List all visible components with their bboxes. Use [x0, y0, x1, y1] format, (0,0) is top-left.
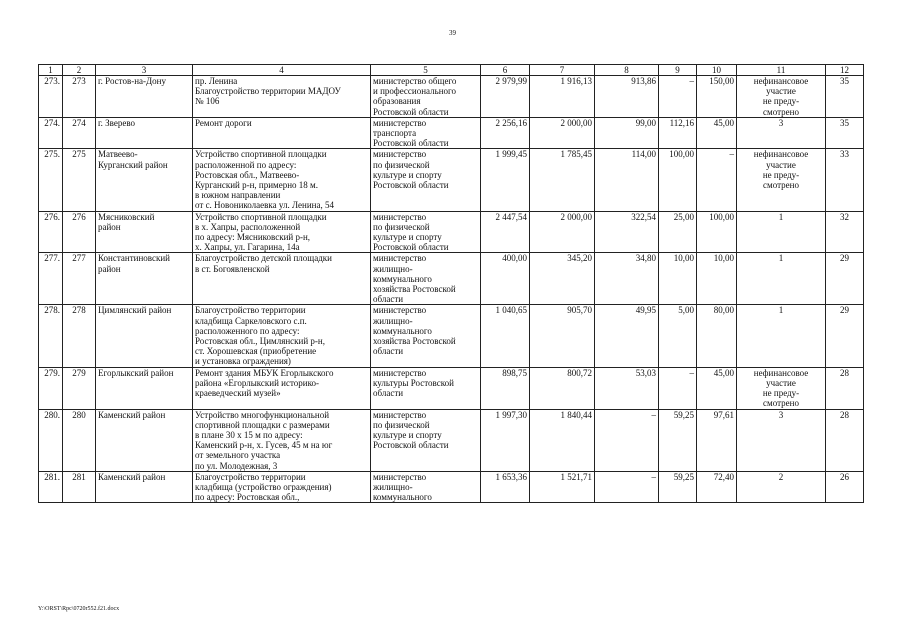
object-id: 277 — [63, 253, 96, 305]
responsible-ministry: министерство общего и профессионального образования Ростовской области — [371, 76, 481, 118]
value-col-9: – — [659, 76, 697, 118]
local-budget: 99,00 — [595, 117, 659, 149]
local-budget: 34,80 — [595, 253, 659, 305]
header-row — [39, 65, 864, 76]
table-row — [39, 76, 864, 118]
participation: нефинансовое участие не преду- смотрено — [737, 149, 826, 211]
data-table — [38, 64, 864, 503]
regional-budget: 1 521,71 — [530, 471, 595, 503]
participation: 1 — [737, 211, 826, 253]
total-amount: 1 040,65 — [481, 305, 530, 367]
responsible-ministry: министерство по физической культуре и спорту Ростовской области — [371, 149, 481, 211]
responsible-ministry: министерство жилищно- коммунального хозяйства Ростовской области — [371, 305, 481, 367]
total-amount: 1 999,45 — [481, 149, 530, 211]
value-col-9: 59,25 — [659, 471, 697, 503]
value-col-10: 10,00 — [697, 253, 737, 305]
object-id: 273 — [63, 76, 96, 118]
column-header: 5 — [371, 65, 481, 76]
table-row — [39, 149, 864, 211]
table-row — [39, 409, 864, 471]
row-number: 276. — [39, 211, 63, 253]
responsible-ministry: министерство культуры Ростовской области — [371, 367, 481, 409]
value-col-10: 45,00 — [697, 117, 737, 149]
object-description: Ремонт дороги — [193, 117, 371, 149]
column-header: 12 — [826, 65, 864, 76]
row-number: 273. — [39, 76, 63, 118]
row-number: 278. — [39, 305, 63, 367]
score: 35 — [826, 117, 864, 149]
total-amount: 898,75 — [481, 367, 530, 409]
column-header: 4 — [193, 65, 371, 76]
table-row — [39, 367, 864, 409]
row-number: 275. — [39, 149, 63, 211]
total-amount: 2 447,54 — [481, 211, 530, 253]
municipality: г. Ростов-на-Дону — [96, 76, 193, 118]
score: 28 — [826, 367, 864, 409]
local-budget: – — [595, 409, 659, 471]
object-id: 280 — [63, 409, 96, 471]
value-col-9: – — [659, 367, 697, 409]
column-header: 10 — [697, 65, 737, 76]
object-id: 279 — [63, 367, 96, 409]
object-description: Благоустройство территории кладбища Саркеловского с.п. расположенного по адресу: Ростовская обл., Цимлянский р-н, ст. Хорошевская (приобретение и установка ограждения) — [193, 305, 371, 367]
table-row — [39, 211, 864, 253]
score: 29 — [826, 253, 864, 305]
object-description: Устройство спортивной площадки в х. Хапры, расположенной по адресу: Мясниковский р-н, х. Хапры, ул. Гагарина, 14а — [193, 211, 371, 253]
participation: 1 — [737, 305, 826, 367]
regional-budget: 2 000,00 — [530, 211, 595, 253]
table-row — [39, 253, 864, 305]
local-budget: 49,95 — [595, 305, 659, 367]
local-budget: – — [595, 471, 659, 503]
object-id: 278 — [63, 305, 96, 367]
municipality: Мясниковский район — [96, 211, 193, 253]
column-header: 11 — [737, 65, 826, 76]
local-budget: 913,86 — [595, 76, 659, 118]
participation: нефинансовое участие не преду- смотрено — [737, 367, 826, 409]
table-row — [39, 117, 864, 149]
local-budget: 53,03 — [595, 367, 659, 409]
object-description: Ремонт здания МБУК Егорлыкского района «Егорлыкский историко- краеведческий музей» — [193, 367, 371, 409]
row-number: 274. — [39, 117, 63, 149]
score: 33 — [826, 149, 864, 211]
table-row — [39, 471, 864, 503]
score: 32 — [826, 211, 864, 253]
value-col-10: – — [697, 149, 737, 211]
row-number: 279. — [39, 367, 63, 409]
responsible-ministry: министерство по физической культуре и спорту Ростовской области — [371, 211, 481, 253]
value-col-10: 45,00 — [697, 367, 737, 409]
object-id: 276 — [63, 211, 96, 253]
participation: 1 — [737, 253, 826, 305]
participation: нефинансовое участие не преду- смотрено — [737, 76, 826, 118]
value-col-10: 97,61 — [697, 409, 737, 471]
participation: 3 — [737, 117, 826, 149]
regional-budget: 800,72 — [530, 367, 595, 409]
regional-budget: 1 785,45 — [530, 149, 595, 211]
municipality: Константиновский район — [96, 253, 193, 305]
responsible-ministry: министерство жилищно- коммунального — [371, 471, 481, 503]
score: 26 — [826, 471, 864, 503]
municipality: Матвеево- Курганский район — [96, 149, 193, 211]
value-col-10: 72,40 — [697, 471, 737, 503]
value-col-9: 10,00 — [659, 253, 697, 305]
municipality: Егорлыкский район — [96, 367, 193, 409]
total-amount: 2 256,16 — [481, 117, 530, 149]
object-id: 275 — [63, 149, 96, 211]
participation: 2 — [737, 471, 826, 503]
column-header: 7 — [530, 65, 595, 76]
regional-budget: 1 916,13 — [530, 76, 595, 118]
object-description: Благоустройство территории кладбища (устройство ограждения) по адресу: Ростовская обл., — [193, 471, 371, 503]
object-description: Устройство многофункциональной спортивной площадки с размерами в плане 30 х 15 м по адресу: Каменский р-н, х. Гусев, 45 м на юг от земельного участка по ул. Молодежная, 3 — [193, 409, 371, 471]
regional-budget: 2 000,00 — [530, 117, 595, 149]
object-description: пр. Ленина Благоустройство территории МАДОУ № 106 — [193, 76, 371, 118]
value-col-9: 112,16 — [659, 117, 697, 149]
column-header: 2 — [63, 65, 96, 76]
file-path-footer: Y:\ORST\Rpc\0720r552.f21.docx — [38, 606, 120, 612]
value-col-10: 100,00 — [697, 211, 737, 253]
total-amount: 2 979,99 — [481, 76, 530, 118]
value-col-9: 100,00 — [659, 149, 697, 211]
object-id: 281 — [63, 471, 96, 503]
object-id: 274 — [63, 117, 96, 149]
column-header: 3 — [96, 65, 193, 76]
column-header: 6 — [481, 65, 530, 76]
row-number: 280. — [39, 409, 63, 471]
responsible-ministry: министерство жилищно- коммунального хозяйства Ростовской области — [371, 253, 481, 305]
value-col-10: 80,00 — [697, 305, 737, 367]
table-body — [39, 65, 864, 503]
regional-budget: 905,70 — [530, 305, 595, 367]
responsible-ministry: министерство транспорта Ростовской области — [371, 117, 481, 149]
score: 35 — [826, 76, 864, 118]
column-header: 9 — [659, 65, 697, 76]
local-budget: 114,00 — [595, 149, 659, 211]
score: 29 — [826, 305, 864, 367]
page-number: 39 — [449, 29, 456, 37]
row-number: 277. — [39, 253, 63, 305]
object-description: Благоустройство детской площадки в ст. Богоявленской — [193, 253, 371, 305]
value-col-9: 59,25 — [659, 409, 697, 471]
participation: 3 — [737, 409, 826, 471]
municipality: г. Зверево — [96, 117, 193, 149]
value-col-9: 5,00 — [659, 305, 697, 367]
regional-budget: 1 840,44 — [530, 409, 595, 471]
value-col-9: 25,00 — [659, 211, 697, 253]
responsible-ministry: министерство по физической культуре и спорту Ростовской области — [371, 409, 481, 471]
total-amount: 1 653,36 — [481, 471, 530, 503]
score: 28 — [826, 409, 864, 471]
local-budget: 322,54 — [595, 211, 659, 253]
total-amount: 400,00 — [481, 253, 530, 305]
object-description: Устройство спортивной площадки расположенной по адресу: Ростовская обл., Матвеево- Курганский р-н, примерно 18 м. в южном направлении от с. Новониколаевка ул. Ленина, 54 — [193, 149, 371, 211]
total-amount: 1 997,30 — [481, 409, 530, 471]
municipality: Каменский район — [96, 409, 193, 471]
value-col-10: 150,00 — [697, 76, 737, 118]
regional-budget: 345,20 — [530, 253, 595, 305]
column-header: 8 — [595, 65, 659, 76]
column-header: 1 — [39, 65, 63, 76]
row-number: 281. — [39, 471, 63, 503]
table-row — [39, 305, 864, 367]
municipality: Цимлянский район — [96, 305, 193, 367]
municipality: Каменский район — [96, 471, 193, 503]
